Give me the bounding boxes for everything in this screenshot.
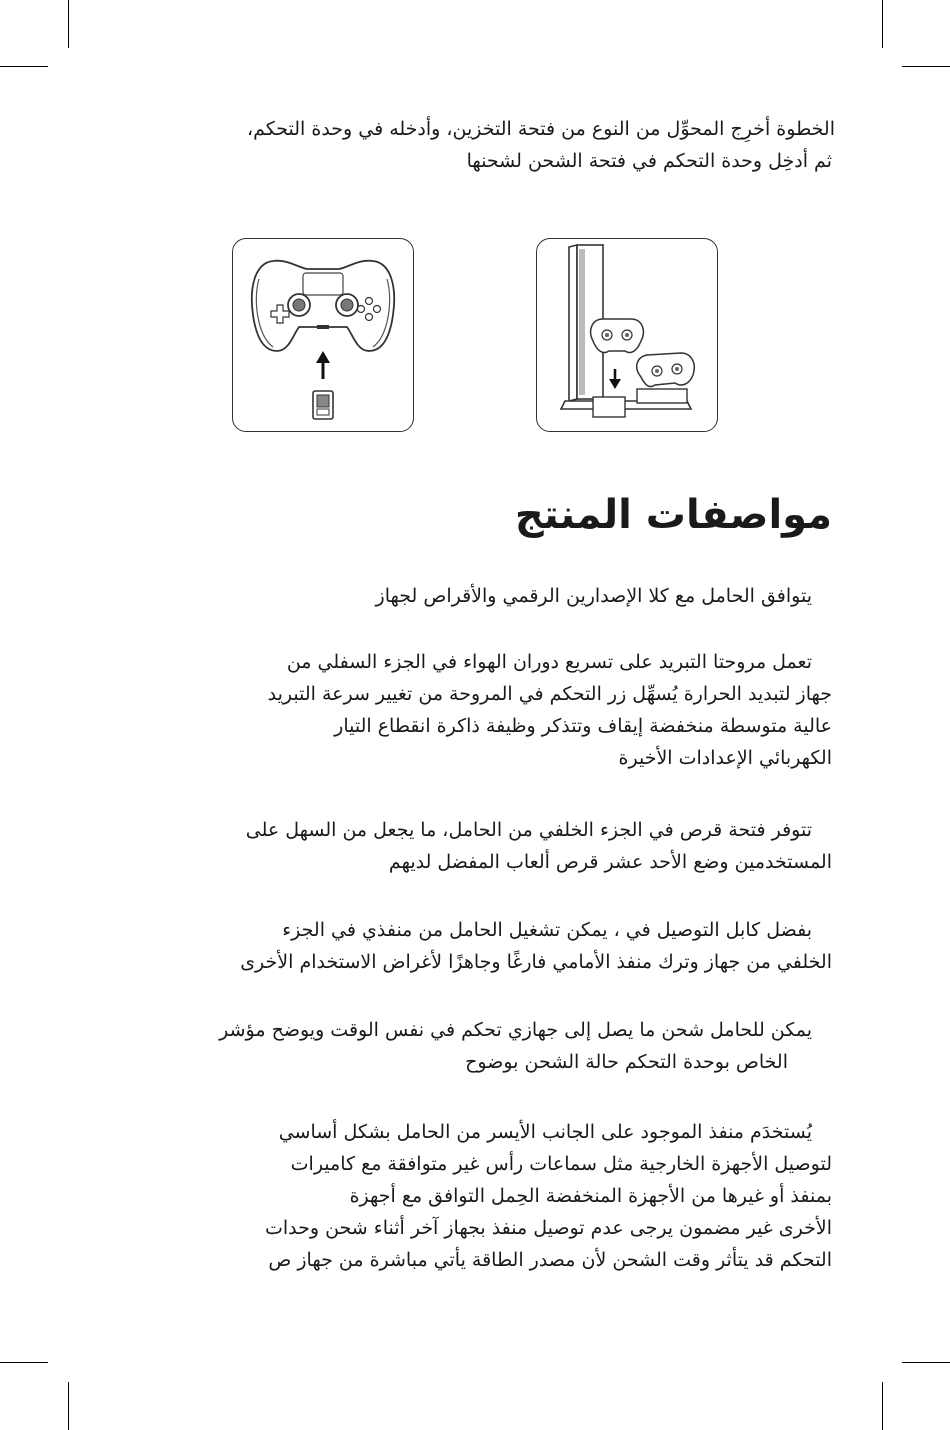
spec-line: الكهربائي الإعدادات الأخيرة <box>618 747 832 769</box>
spec-line: المستخدمين وضع الأحد عشر قرص ألعاب المفضل لديهم <box>388 851 832 873</box>
spec-line: يمكن للحامل شحن ما يصل إلى جهازي تحكم في نفس الوقت ويوضح مؤشر <box>219 1019 812 1041</box>
spec-line: بفضل كابل التوصيل في ، يمكن تشغيل الحامل من منفذي في الجزء <box>282 919 812 941</box>
spec-line: الخلفي من جهاز وترك منفذ الأمامي فارغًا وجاهزًا لأغراض الاستخدام الأخرى <box>240 951 832 973</box>
crop-mark <box>902 66 950 67</box>
controller-adapter-icon <box>233 239 413 431</box>
step-line: ثم أدخِل وحدة التحكم في فتحة الشحن لشحنها <box>466 150 832 172</box>
crop-mark <box>68 0 69 48</box>
spec-line: تعمل مروحتا التبريد على تسريع دوران الهواء في الجزء السفلي من <box>286 651 812 673</box>
crop-mark <box>882 0 883 48</box>
spec-line: عالية متوسطة منخفضة إيقاف وتتذكر وظيفة ذاكرة انقطاع التيار <box>334 715 832 737</box>
spec-line: التحكم قد يتأثر وقت الشحن لأن مصدر الطاقة يأتي مباشرة من جهاز ص <box>268 1249 832 1271</box>
crop-mark <box>68 1382 69 1430</box>
crop-mark <box>0 66 48 67</box>
crop-mark <box>0 1362 48 1363</box>
spec-line: يتوافق الحامل مع كلا الإصدارين الرقمي والأقراص لجهاز <box>375 585 812 607</box>
spec-line: تتوفر فتحة قرص في الجزء الخلفي من الحامل، ما يجعل من السهل على <box>245 819 812 841</box>
spec-line: يُستخدَم منفذ الموجود على الجانب الأيسر من الحامل بشكل أساسي <box>278 1121 812 1143</box>
figure-console-stand <box>536 238 718 432</box>
figure-controller-adapter <box>232 238 414 432</box>
crop-mark <box>882 1382 883 1430</box>
spec-line: الأخرى غير مضمون يرجى عدم توصيل منفذ بجهاز آخر أثناء شحن وحدات <box>264 1217 832 1239</box>
console-charging-stand-icon <box>537 239 717 431</box>
spec-line: بمنفذ أو غيرها من الأجهزة المنخفضة الحِمل التوافق مع أجهزة <box>349 1185 832 1207</box>
crop-mark <box>902 1362 950 1363</box>
spec-line: لتوصيل الأجهزة الخارجية مثل سماعات رأس غير متوافقة مع كاميرات <box>290 1153 832 1175</box>
section-heading: مواصفات المنتج <box>514 492 832 538</box>
spec-line: الخاص بوحدة التحكم حالة الشحن بوضوح <box>465 1051 788 1073</box>
step-line: الخطوة أخرِج المحوِّل من النوع من فتحة التخزين، وأدخله في وحدة التحكم، <box>246 118 835 140</box>
spec-line: جهاز لتبديد الحرارة يُسهِّل زر التحكم في المروحة من تغيير سرعة التبريد <box>267 683 832 705</box>
